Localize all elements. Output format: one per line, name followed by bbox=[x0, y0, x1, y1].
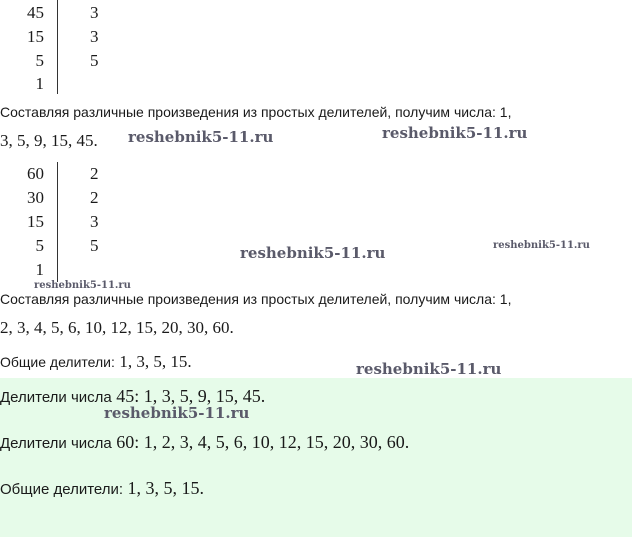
summary-divisors-60-label: Делители числа bbox=[0, 435, 112, 452]
summary-divisors-45-label: Делители числа bbox=[0, 389, 112, 406]
fact60-left-4: 1 bbox=[35, 260, 44, 279]
common-divisors-label: Общие делители: bbox=[0, 354, 115, 370]
explanation-45-line1: Составляя различные произведения из простых делителей, получим числа: 1, bbox=[0, 104, 512, 120]
fact45-left-2: 5 bbox=[35, 51, 44, 70]
watermark: reshebnik5-11.ru bbox=[356, 360, 502, 378]
summary-common-divisors bbox=[0, 478, 204, 499]
fact45-right-2: 5 bbox=[90, 51, 99, 70]
fact45-right-0: 3 bbox=[90, 3, 99, 22]
watermark: reshebnik5-11.ru bbox=[104, 404, 250, 422]
fact60-left-1: 30 bbox=[27, 188, 44, 207]
watermark: reshebnik5-11.ru bbox=[382, 124, 528, 142]
factorization-divider-line bbox=[57, 0, 58, 94]
explanation-45-line2: 3, 5, 9, 15, 45. bbox=[0, 131, 98, 150]
summary-common-values: 1, 3, 5, 15. bbox=[127, 478, 205, 498]
fact60-right-0: 2 bbox=[90, 164, 99, 183]
watermark: reshebnik5-11.ru bbox=[128, 128, 274, 146]
watermark: reshebnik5-11.ru bbox=[493, 240, 590, 251]
fact60-right-3: 5 bbox=[90, 236, 99, 255]
summary-divisors-60-values: 1, 2, 3, 4, 5, 6, 10, 12, 15, 20, 30, 60. bbox=[143, 432, 410, 452]
factorization-divider-line bbox=[57, 162, 58, 282]
fact60-left-3: 5 bbox=[35, 236, 44, 255]
watermark: reshebnik5-11.ru bbox=[240, 244, 386, 262]
explanation-60-line2: 2, 3, 4, 5, 6, 10, 12, 15, 20, 30, 60. bbox=[0, 318, 234, 337]
fact45-left-1: 15 bbox=[27, 27, 44, 46]
summary-divisors-45-number: 45: bbox=[116, 386, 140, 406]
summary-divisors-60 bbox=[0, 432, 409, 453]
summary-common-label: Общие делители: bbox=[0, 481, 124, 498]
explanation-60-line1: Составляя различные произведения из простых делителей, получим числа: 1, bbox=[0, 291, 512, 307]
fact60-right-2: 3 bbox=[90, 212, 99, 231]
watermark: reshebnik5-11.ru bbox=[34, 280, 131, 291]
common-divisors-values: 1, 3, 5, 15. bbox=[119, 352, 192, 371]
fact45-left-3: 1 bbox=[35, 74, 44, 93]
fact60-left-2: 15 bbox=[27, 212, 44, 231]
summary-divisors-60-number: 60: bbox=[116, 432, 140, 452]
fact60-left-0: 60 bbox=[27, 164, 44, 183]
fact60-right-1: 2 bbox=[90, 188, 99, 207]
fact45-right-1: 3 bbox=[90, 27, 99, 46]
summary-divisors-45-values: 1, 3, 5, 9, 15, 45. bbox=[143, 386, 266, 406]
common-divisors-line bbox=[0, 352, 192, 372]
fact45-left-0: 45 bbox=[27, 3, 44, 22]
